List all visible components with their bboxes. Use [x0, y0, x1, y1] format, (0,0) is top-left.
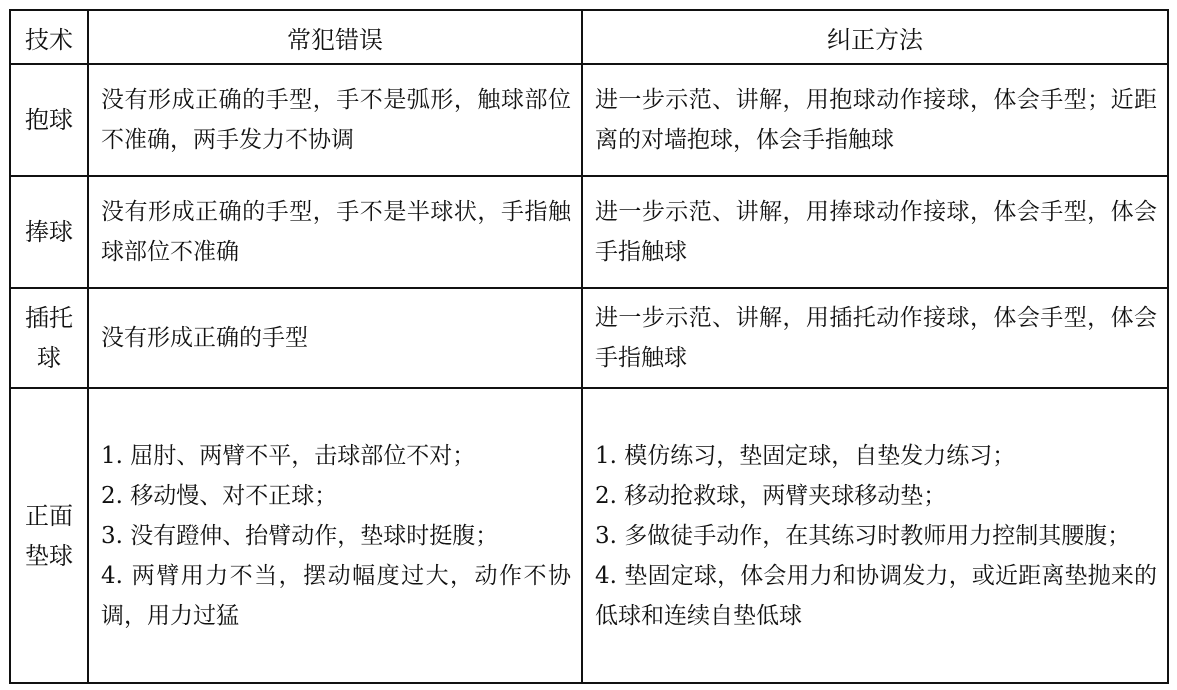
error-text: 没有形成正确的手型	[101, 325, 308, 351]
technique-error-table	[9, 9, 1169, 684]
error-item: 1. 屈肘、两臂不平，击球部位不对；	[101, 442, 476, 469]
technique-cell	[10, 288, 88, 388]
errors-cell	[88, 176, 582, 288]
errors-cell	[88, 64, 582, 176]
correction-item: 4. 垫固定球，体会用力和协调发力，或近距离垫抛来的低球和连续自垫低球	[595, 562, 1157, 629]
technique-name: 正面	[25, 501, 73, 530]
error-item: 4. 两臂用力不当，摆动幅度过大，动作不协调，用力过猛	[101, 562, 571, 629]
header-corrections: 纠正方法	[582, 10, 1168, 64]
corrections-cell	[582, 64, 1168, 176]
technique-name: 抱球	[25, 106, 73, 134]
technique-name: 球	[37, 344, 61, 372]
technique-name: 垫球	[25, 541, 73, 570]
table-row	[10, 288, 1168, 388]
technique-error-table-container	[9, 9, 1169, 682]
correction-text: 进一步示范、讲解，用捧球动作接球，体会手型，体会手指触球	[595, 199, 1157, 265]
table-row	[10, 176, 1168, 288]
corrections-cell	[582, 176, 1168, 288]
technique-cell	[10, 388, 88, 683]
error-text: 没有形成正确的手型，手不是半球状，手指触球部位不准确	[101, 199, 571, 265]
correction-item: 1. 模仿练习，垫固定球，自垫发力练习；	[595, 442, 1016, 469]
error-text: 没有形成正确的手型，手不是弧形，触球部位不准确，两手发力不协调	[101, 87, 571, 153]
error-item: 2. 移动慢、对不正球；	[101, 482, 338, 509]
table-row	[10, 388, 1168, 683]
table-header-row	[10, 10, 1168, 64]
technique-name: 插托	[25, 304, 73, 332]
correction-text: 进一步示范、讲解，用插托动作接球，体会手型，体会手指触球	[595, 305, 1157, 371]
table-row	[10, 64, 1168, 176]
header-technique: 技术	[10, 10, 88, 64]
technique-cell	[10, 176, 88, 288]
technique-name: 捧球	[25, 218, 73, 246]
corrections-cell	[582, 288, 1168, 388]
errors-cell	[88, 288, 582, 388]
correction-item: 2. 移动抢救球，两臂夹球移动垫；	[595, 482, 947, 509]
header-errors: 常犯错误	[88, 10, 582, 64]
technique-cell	[10, 64, 88, 176]
corrections-cell	[582, 388, 1168, 683]
correction-item: 3. 多做徒手动作，在其练习时教师用力控制其腰腹；	[595, 522, 1131, 549]
correction-text: 进一步示范、讲解，用抱球动作接球，体会手型；近距离的对墙抱球，体会手指触球	[595, 87, 1157, 153]
error-item: 3. 没有蹬伸、抬臂动作，垫球时挺腹；	[101, 522, 499, 549]
errors-cell	[88, 388, 582, 683]
